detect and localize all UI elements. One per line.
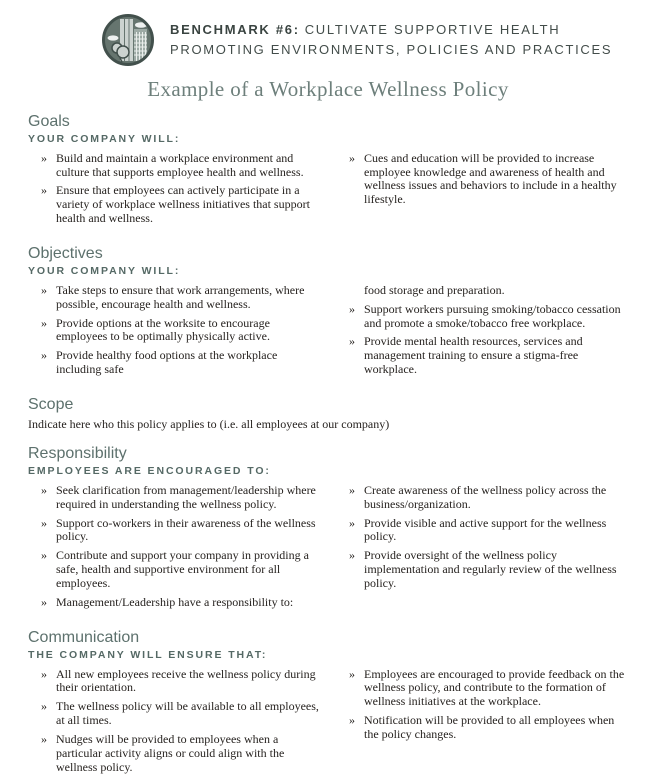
bullet-text: Create awareness of the wellness policy across the business/organization. <box>364 482 607 511</box>
bullet-text: The wellness policy will be available to all employees, at all times. <box>56 699 319 728</box>
bullet-icon: » <box>349 334 355 349</box>
list-item <box>41 152 320 180</box>
page-title: Example of a Workplace Wellness Policy <box>147 77 509 101</box>
bullet-text: Take steps to ensure that work arrangements, where possible, encourage health and wellness. <box>56 282 305 311</box>
goals-right-column <box>336 152 628 232</box>
responsibility-columns <box>28 484 628 615</box>
bullet-text: Employees are encouraged to provide feedback on the wellness policy, and contribute to the formation of wellness initiatives at the workplace. <box>364 666 625 709</box>
objectives-right-column <box>336 284 628 382</box>
communication-columns <box>28 668 628 780</box>
list-item <box>41 668 320 696</box>
bullet-text: Build and maintain a workplace environment and culture that supports employee health and wellness. <box>56 150 304 179</box>
list-item <box>349 484 628 512</box>
responsibility-right-column <box>336 484 628 615</box>
benchmark-header <box>100 12 628 68</box>
bullet-icon: » <box>41 548 47 563</box>
section-objectives <box>28 245 628 382</box>
list-item <box>41 484 320 512</box>
section-scope <box>28 396 628 431</box>
bullet-text: Provide mental health resources, services and management training to ensure a stigma-free workplace. <box>364 334 583 377</box>
list-item <box>41 349 320 377</box>
bullet-icon: » <box>349 666 355 681</box>
responsibility-subheading: EMPLOYEES ARE ENCOURAGED TO: <box>28 464 271 477</box>
list-item <box>41 184 320 226</box>
bullet-text: Ensure that employees can actively participate in a variety of workplace wellness initiatives that support health and wellness. <box>56 183 310 226</box>
communication-right-column <box>336 668 628 780</box>
list-item <box>41 317 320 345</box>
bullet-text: Seek clarification from management/leadership where required in understanding the wellness policy. <box>56 482 316 511</box>
list-item <box>41 733 320 775</box>
list-item <box>349 152 628 208</box>
bullet-text: Cues and education will be provided to increase employee knowledge and awareness of health and wellness issues and behaviors to include in a healthy lifestyle. <box>364 150 617 207</box>
bullet-text: Provide options at the worksite to encourage employees to be optimally physically active. <box>56 315 270 344</box>
section-goals <box>28 113 628 231</box>
bullet-text: Nudges will be provided to employees when a particular activity aligns or could align with the wellness policy. <box>56 732 285 775</box>
bullet-icon: » <box>41 666 47 681</box>
responsibility-heading: Responsibility <box>28 445 127 463</box>
scope-heading: Scope <box>28 396 74 414</box>
bullet-icon: » <box>41 515 47 530</box>
bullet-icon: » <box>41 482 47 497</box>
bullet-icon: » <box>41 699 47 714</box>
bullet-icon: » <box>41 315 47 330</box>
goals-columns <box>28 152 628 232</box>
benchmark-line1-rest: CULTIVATE SUPPORTIVE HEALTH <box>304 21 561 37</box>
list-item <box>41 549 320 591</box>
list-item <box>41 517 320 545</box>
benchmark-title <box>170 20 612 60</box>
objectives-left-column <box>28 284 320 382</box>
bullet-icon: » <box>349 548 355 563</box>
objectives-columns <box>28 284 628 382</box>
bullet-continuation-text: food storage and preparation. <box>364 282 505 297</box>
bullet-text: Notification will be provided to all employees when the policy changes. <box>364 713 615 742</box>
bullet-icon: » <box>349 713 355 728</box>
bullet-icon: » <box>41 150 47 165</box>
bullet-text: Provide visible and active support for the wellness policy. <box>364 515 607 544</box>
list-item <box>41 284 320 312</box>
bullet-icon: » <box>349 301 355 316</box>
section-responsibility <box>28 445 628 615</box>
bullet-text: All new employees receive the wellness policy during their orientation. <box>56 666 316 695</box>
bullet-icon: » <box>349 150 355 165</box>
list-item <box>349 517 628 545</box>
bullet-icon: » <box>41 282 47 297</box>
benchmark-number: BENCHMARK #6: <box>170 21 300 37</box>
list-item <box>41 700 320 728</box>
bullet-text: Contribute and support your company in providing a safe, health and supportive environment for all employees. <box>56 548 309 591</box>
goals-heading: Goals <box>28 113 70 130</box>
bullet-icon: » <box>41 595 47 610</box>
goals-subheading: YOUR COMPANY WILL: <box>28 132 181 145</box>
list-item <box>349 549 628 591</box>
communication-subheading: THE COMPANY WILL ENSURE THAT: <box>28 648 268 661</box>
list-item <box>41 596 320 610</box>
list-item <box>349 303 628 331</box>
bullet-text: Provide oversight of the wellness policy implementation and regularly review of the wellness policy. <box>364 548 617 591</box>
bullet-text: Support co-workers in their awareness of the wellness policy. <box>56 515 316 544</box>
bullet-text: Support workers pursuing smoking/tobacco cessation and promote a smoke/tobacco free workplace. <box>364 301 621 330</box>
list-item <box>349 714 628 742</box>
city-buildings-icon <box>100 12 156 68</box>
responsibility-left-column <box>28 484 320 615</box>
bullet-icon: » <box>41 348 47 363</box>
bullet-icon: » <box>349 515 355 530</box>
benchmark-line2: PROMOTING ENVIRONMENTS, POLICIES AND PRACTICES <box>170 42 613 57</box>
communication-left-column <box>28 668 320 780</box>
list-item <box>349 668 628 710</box>
benchmark-line1 <box>170 20 612 40</box>
bullet-icon: » <box>41 732 47 747</box>
scope-body-text: Indicate here who this policy applies to (i.e. all employees at our company) <box>28 416 390 431</box>
objectives-subheading: YOUR COMPANY WILL: <box>28 264 181 277</box>
objectives-heading: Objectives <box>28 245 103 263</box>
bullet-text: Provide healthy food options at the workplace including safe <box>56 348 278 377</box>
communication-heading: Communication <box>28 628 140 646</box>
bullet-icon: » <box>41 183 47 198</box>
bullet-icon: » <box>349 482 355 497</box>
list-item <box>349 335 628 377</box>
section-communication <box>28 629 628 780</box>
bullet-text: Management/Leadership have a responsibility to: <box>56 595 294 610</box>
goals-left-column <box>28 152 320 232</box>
